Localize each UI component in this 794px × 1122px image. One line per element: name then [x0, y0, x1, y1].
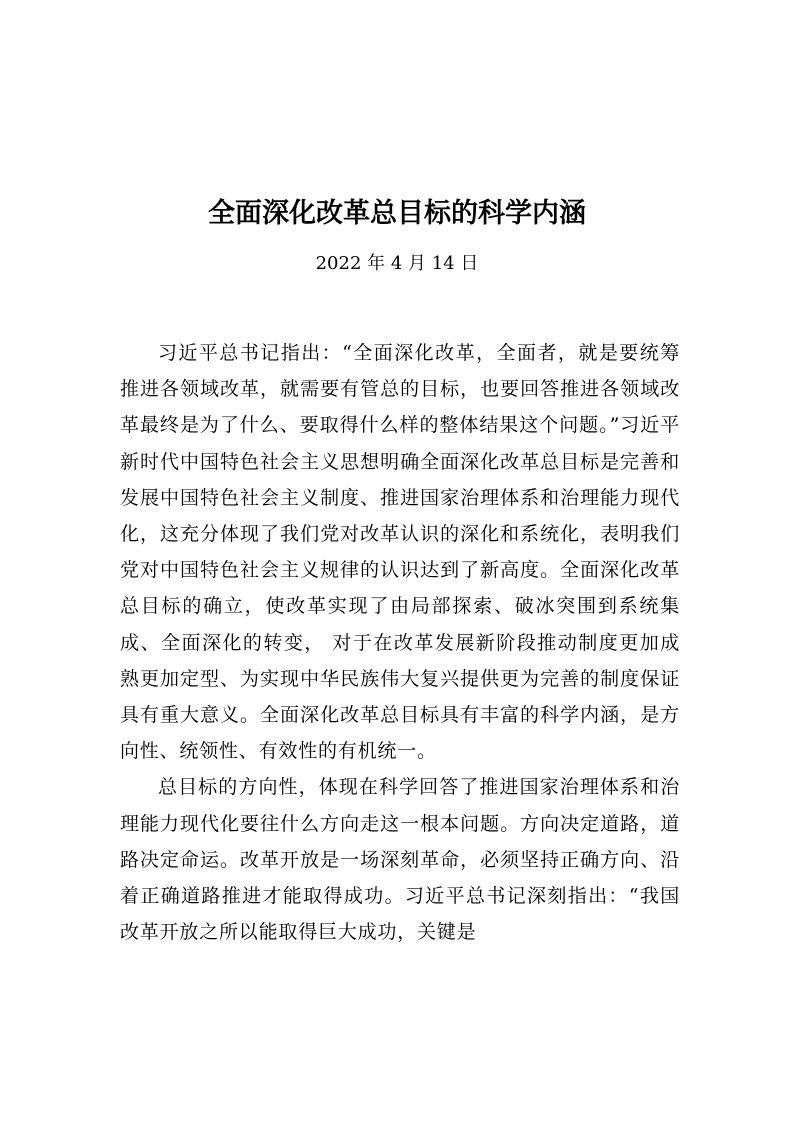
document-title: 全面深化改革总目标的科学内涵 — [208, 198, 586, 229]
paragraph: 习近平总书记指出：“全面深化改革，全面者，就是要统筹推进各领域改革，就需要有管总的目标，也要回答推进各领域改革最终是为了什么、要取得什么样的整体结果这个问题。”习近平新时代中国特色社会主义思想明确全面深化改革总目标是完善和发展中国特色社会主义制度、推进国家治理体系和治理能力现代化，这充分体现了我们党对改革认识的深化和系统化，表明我们党对中国特色社会主义规律的认识达到了新高度。全面深化改革总目标的确立，使改革实现了由局部探索、破冰突围到系统集成、全面深化的转变， 对于在改革发展新阶段推动制度更加成熟更加定型、为实现中华民族伟大复兴提供更为完善的制度保证具有重大意义。全面深化改革总目标具有丰富的科学内涵，是方向性、统领性、有效性的有机统一。 — [120, 342, 680, 763]
document-body — [120, 335, 680, 950]
paragraph: 总目标的方向性，体现在科学回答了推进国家治理体系和治理能力现代化要往什么方向走这一根本问题。方向决定道路，道路决定命运。改革开放是一场深刻革命，必须坚持正确方向、沿着正确道路推进才能取得成功。习近平总书记深刻指出：“我国改革开放之所以能取得巨大成功，关键是 — [120, 776, 680, 944]
document-date: 2022 年 4 月 14 日 — [315, 253, 479, 274]
